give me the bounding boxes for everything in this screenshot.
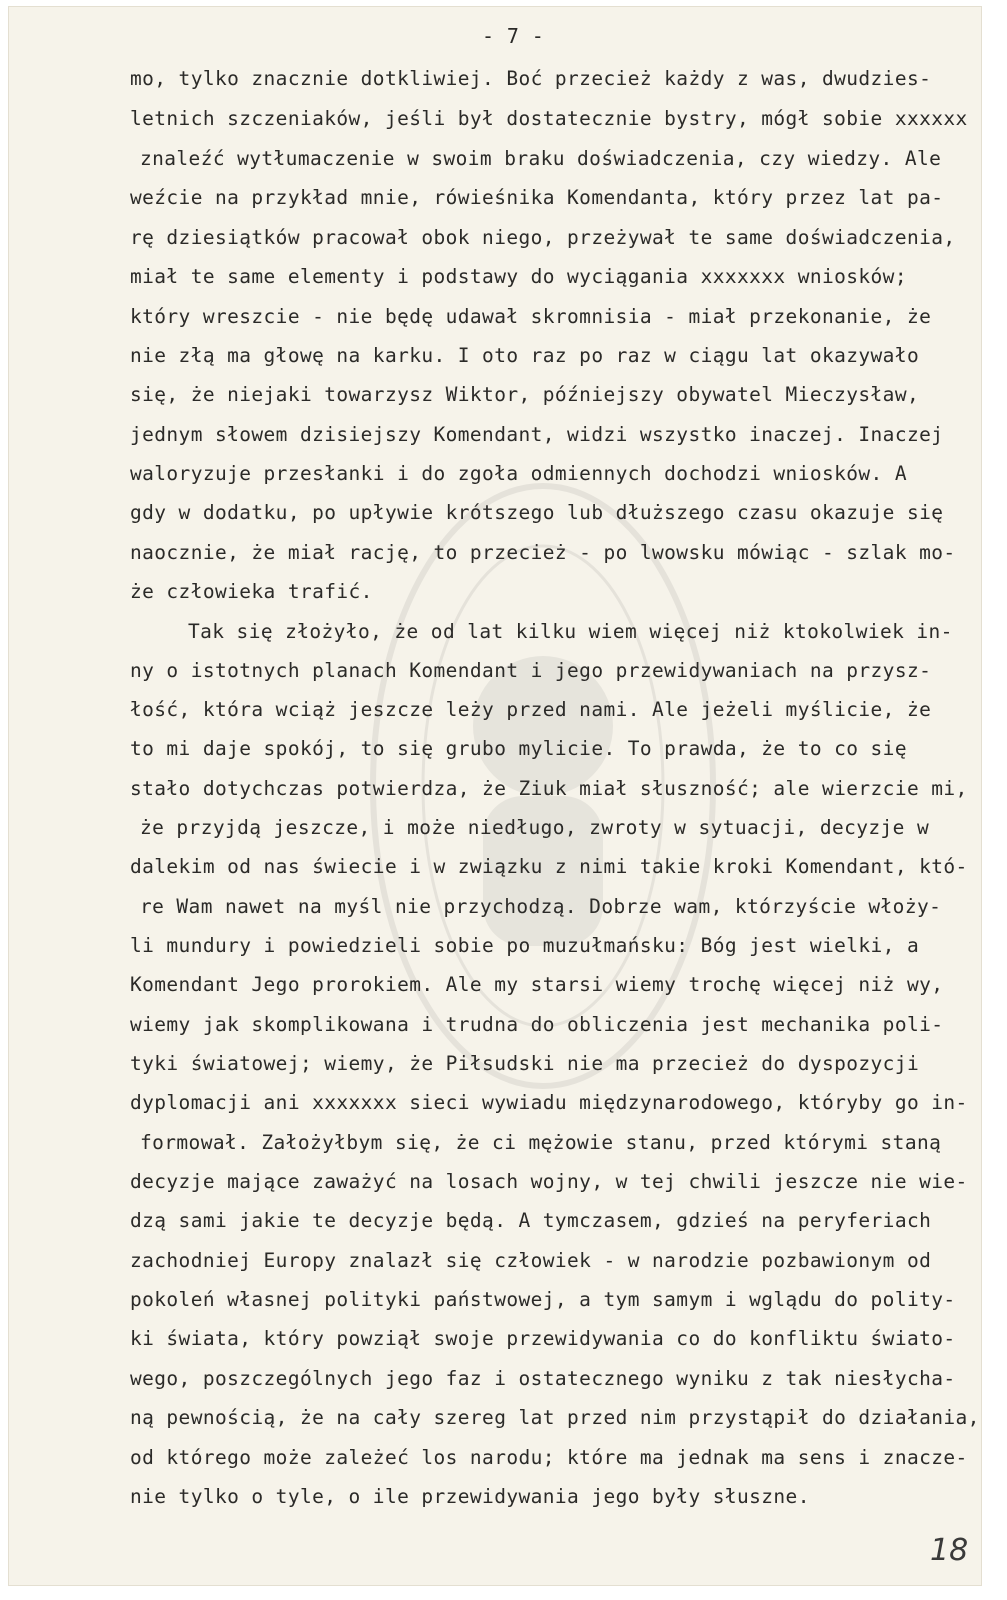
text-line: gdy w dodatku, po upływie krótszego lub dłuższego czasu okazuje się (130, 501, 944, 524)
text-line: ny o istotnych planach Komendant i jego przewidywaniach na przysz- (130, 659, 932, 682)
text-line: nie tylko o tyle, o ile przewidywania jego były słuszne. (130, 1485, 810, 1508)
text-line: dalekim od nas świecie i w związku z nimi takie kroki Komendant, któ- (130, 855, 968, 878)
text-line: łość, która wciąż jeszcze leży przed nami. Ale jeżeli myślicie, że (130, 698, 932, 721)
text-line: to mi daje spokój, to się grubo mylicie. To prawda, że to co się (130, 737, 907, 760)
text-line: zachodniej Europy znalazł się człowiek - w narodzie pozbawionym od (130, 1249, 932, 1272)
text-line: rę dziesiątków pracował obok niego, przeżywał te same doświadczenia, (130, 226, 956, 249)
text-line: od którego może zależeć los narodu; które ma jednak ma sens i znacze- (130, 1446, 968, 1469)
text-line: że przyjdą jeszcze, i może niedługo, zwroty w sytuacji, decyzje w (140, 816, 930, 839)
text-line: formował. Założyłbym się, że ci mężowie stanu, przed którymi staną (140, 1131, 942, 1154)
text-line: dzą sami jakie te decyzje będą. A tymczasem, gdzieś na peryferiach (130, 1209, 932, 1232)
text-line: który wreszcie - nie będę udawał skromnisia - miał przekonanie, że (130, 305, 932, 328)
text-line: stało dotychczas potwierdza, że Ziuk miał słuszność; ale wierzcie mi, (130, 777, 968, 800)
text-line: li mundury i powiedzieli sobie po muzułmańsku: Bóg jest wielki, a (130, 934, 920, 957)
text-line: Komendant Jego prorokiem. Ale my starsi wiemy trochę więcej niż wy, (130, 973, 944, 996)
text-line: decyzje mające zaważyć na losach wojny, w tej chwili jeszcze nie wie- (130, 1170, 968, 1193)
text-line: ną pewnością, że na cały szereg lat przed nim przystąpił do działania, (130, 1406, 980, 1429)
text-line: letnich szczeniaków, jeśli był dostatecznie bystry, mógł sobie xxxxxx (130, 107, 968, 130)
text-line: miał te same elementy i podstawy do wyciągania xxxxxxx wniosków; (130, 265, 907, 288)
text-line: weźcie na przykład mnie, rówieśnika Komendanta, który przez lat pa- (130, 186, 944, 209)
text-line: się, że niejaki towarzysz Wiktor, późniejszy obywatel Mieczysław, (130, 383, 920, 406)
typewritten-page (8, 6, 982, 1586)
text-line: Tak się złożyło, że od lat kilku wiem więcej niż ktokolwiek in- (188, 620, 953, 643)
text-line: re Wam nawet na myśl nie przychodzą. Dobrze wam, którzyście włoży- (140, 895, 942, 918)
text-line: waloryzuje przesłanki i do zgoła odmiennych dochodzi wniosków. A (130, 462, 907, 485)
text-line: dyplomacji ani xxxxxxx sieci wywiadu międzynarodowego, któryby go in- (130, 1091, 968, 1114)
text-line: tyki światowej; wiemy, że Piłsudski nie ma przecież do dyspozycji (130, 1052, 920, 1075)
text-line: że człowieka trafić. (130, 580, 373, 603)
page-number: - 7 - (482, 24, 545, 48)
handwritten-folio-number: 18 (930, 1533, 969, 1568)
text-line: nie złą ma głowę na karku. I oto raz po raz w ciągu lat okazywało (130, 344, 920, 367)
text-line: jednym słowem dzisiejszy Komendant, widzi wszystko inaczej. Inaczej (130, 423, 944, 446)
text-line: wiemy jak skomplikowana i trudna do obliczenia jest mechanika poli- (130, 1013, 944, 1036)
text-line: znaleźć wytłumaczenie w swoim braku doświadczenia, czy wiedzy. Ale (140, 147, 942, 170)
text-line: mo, tylko znacznie dotkliwiej. Boć przecież każdy z was, dwudzies- (130, 67, 932, 90)
text-line: pokoleń własnej polityki państwowej, a tym samym i wglądu do polity- (130, 1288, 956, 1311)
text-line: ki świata, który powziął swoje przewidywania co do konfliktu świato- (130, 1327, 956, 1350)
text-line: wego, poszczególnych jego faz i ostatecznego wyniku z tak niesłycha- (130, 1367, 956, 1390)
text-line: naocznie, że miał rację, to przecież - po lwowsku mówiąc - szlak mo- (130, 541, 956, 564)
